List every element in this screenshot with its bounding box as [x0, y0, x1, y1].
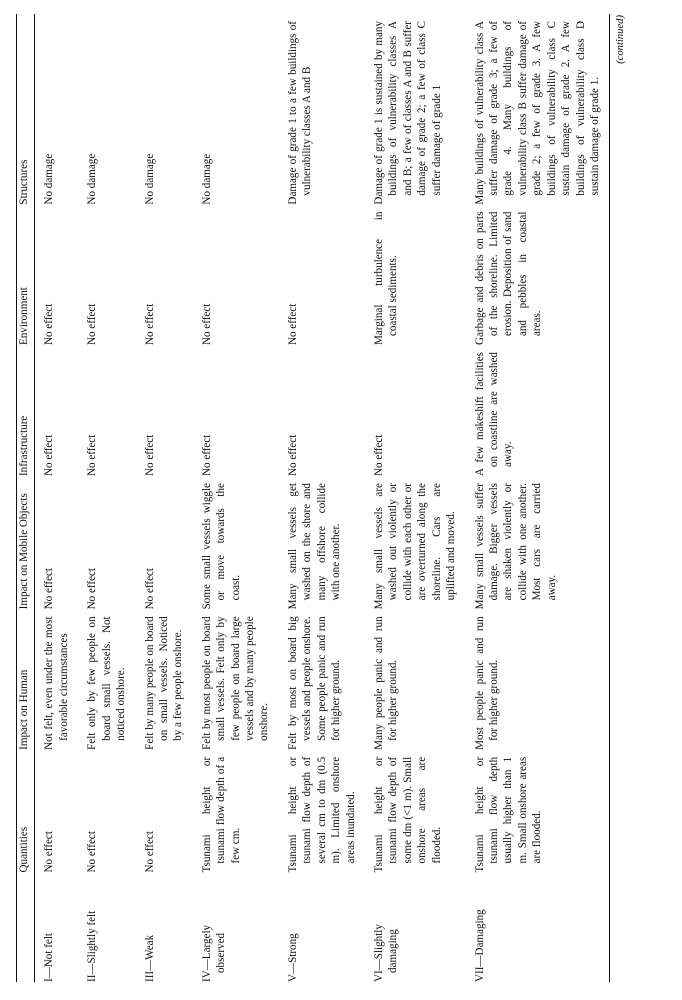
- cell-text: No effect: [286, 434, 299, 477]
- row-label-intensity-5: [279, 872, 365, 982]
- column-header-impact-on-human: Impact on Human: [17, 609, 35, 749]
- row-label-intensity-7: [466, 872, 610, 982]
- cell-quantities: [35, 750, 78, 873]
- cell-text: Tsunami height or tsunami flow depth of several cm to dm (0.5 m). Limited onshore areas inundated.: [286, 756, 357, 873]
- cell-infrastructure: [193, 345, 279, 476]
- cell-structures: [35, 14, 78, 205]
- cell-text: No effect: [86, 567, 99, 610]
- cell-environment: [78, 205, 135, 345]
- cell-text: No effect: [373, 434, 386, 477]
- cell-impact-on-human: [466, 609, 610, 749]
- cell-impact-on-human: [136, 609, 193, 749]
- cell-text: Damage of grade 1 to a few buildings of vulnerability classes A and B: [286, 21, 314, 205]
- continued-note: (continued): [610, 14, 629, 982]
- cell-text: No damage: [143, 153, 156, 205]
- row-label-intensity-2: [78, 872, 135, 982]
- table-row: [279, 14, 365, 982]
- cell-infrastructure: [365, 345, 466, 476]
- cell-text: Many small vessels suffer damage. Bigger vessels are shaken violently or collide with one another. Most cars are carried away.: [473, 483, 558, 610]
- cell-text: No damage: [43, 153, 56, 205]
- cell-text: No effect: [86, 434, 99, 477]
- cell-text: Tsunami height or tsunami flow depth usually higher than 1 m. Small onshore areas are flooded.: [473, 756, 544, 873]
- intensity-level-label: VII—Damaging: [473, 909, 486, 982]
- intensity-level-label: II—Slightly felt: [86, 910, 99, 982]
- cell-text: No effect: [43, 434, 56, 477]
- cell-text: Not felt, even under the most favorable circumstances: [43, 616, 70, 750]
- cell-text: Tsunami height or tsunami flow depth of some dm (<1 m). Small onshore areas are flooded.: [373, 756, 443, 873]
- cell-impact-on-mobile-objects: [365, 476, 466, 609]
- table-row: [365, 14, 466, 982]
- cell-environment: [279, 205, 365, 345]
- table-row: [78, 14, 135, 982]
- cell-text: No effect: [143, 831, 156, 873]
- cell-text: No effect: [43, 567, 56, 610]
- cell-text: No effect: [286, 303, 299, 346]
- cell-structures: [136, 14, 193, 205]
- cell-structures: [365, 14, 466, 205]
- cell-text: No effect: [143, 567, 156, 610]
- cell-text: No damage: [200, 153, 213, 205]
- cell-text: A few makeshift facilities on coastline are washed away.: [473, 352, 515, 477]
- table-row: [193, 14, 279, 982]
- table-row: [466, 14, 610, 982]
- cell-structures: [466, 14, 610, 205]
- table-footer-row: [610, 14, 629, 982]
- cell-text: No damage: [86, 153, 99, 205]
- cell-text: Felt by most people on board small vessels. Felt only by few people on board large vessels and by many people onshore.: [200, 616, 271, 750]
- cell-text: Garbage and debris on parts of the shoreline. Limited erosion. Deposition of sand and pebbles in coastal areas.: [473, 211, 544, 346]
- cell-infrastructure: [35, 345, 78, 476]
- row-label-intensity-6: [365, 872, 466, 982]
- cell-quantities: [365, 750, 466, 873]
- cell-text: Damage of grade 1 is sustained by many buildings of vulnerability classes A and B; a few of classes A and B suffer damage of grade 2; a few of class C suffer damage of grade 1: [373, 21, 443, 205]
- column-header-impact-on-mobile-objects: Impact on Mobile Objects: [17, 476, 35, 609]
- cell-text: Felt only by few people on board small vessels. Not noticed onshore.: [86, 616, 128, 750]
- cell-text: No effect: [200, 303, 213, 346]
- cell-text: Many small vessels are washed out violently or collide with each other or are overturned along the shoreline. Cars are uplifted and moved.: [373, 483, 458, 610]
- cell-infrastructure: [78, 345, 135, 476]
- cell-text: Tsunami height or tsunami flow depth of a few cm.: [200, 756, 242, 873]
- cell-impact-on-mobile-objects: [193, 476, 279, 609]
- cell-structures: [78, 14, 135, 205]
- cell-infrastructure: [279, 345, 365, 476]
- column-header-environment: Environment: [17, 205, 35, 345]
- intensity-level-label: III—Weak: [143, 934, 156, 982]
- cell-infrastructure: [136, 345, 193, 476]
- intensity-level-label-cont: damaging: [387, 929, 400, 973]
- cell-impact-on-human: [365, 609, 466, 749]
- cell-structures: [279, 14, 365, 205]
- cell-text: Felt by many people on board on small vessels. Noticed by a few people onshore.: [143, 616, 185, 750]
- cell-text: Marginal turbulence in coastal sediments.: [373, 211, 400, 346]
- intensity-level-label: I—Not felt: [43, 933, 56, 982]
- cell-environment: [35, 205, 78, 345]
- cell-text: No effect: [200, 434, 213, 477]
- table-body: [35, 14, 610, 982]
- cell-text: Many people panic and run for higher ground.: [373, 616, 400, 750]
- cell-impact-on-human: [35, 609, 78, 749]
- table-header: [17, 14, 35, 982]
- cell-quantities: [78, 750, 135, 873]
- column-header-intensity: [17, 872, 35, 982]
- column-header-quantities: Quantities: [17, 750, 35, 873]
- table-row: [35, 14, 78, 982]
- cell-text: Many small vessels get washed on the shore and many offshore collide with one another.: [286, 483, 343, 610]
- cell-text: Some small vessels wiggle or move towards the coast.: [200, 483, 242, 610]
- cell-text: No effect: [43, 831, 56, 873]
- cell-text: No effect: [143, 303, 156, 346]
- cell-environment: [193, 205, 279, 345]
- cell-impact-on-mobile-objects: [279, 476, 365, 609]
- intensity-level-label-cont: observed: [215, 932, 228, 973]
- row-label-intensity-1: [35, 872, 78, 982]
- cell-text: No effect: [86, 303, 99, 346]
- row-label-intensity-3: [136, 872, 193, 982]
- cell-text: No effect: [143, 434, 156, 477]
- cell-impact-on-mobile-objects: [136, 476, 193, 609]
- cell-environment: [365, 205, 466, 345]
- table-footer: [610, 14, 629, 982]
- cell-text: Felt by most on board big vessels and people onshore. Some people panic and run for higher ground.: [286, 616, 343, 750]
- cell-environment: [466, 205, 610, 345]
- cell-quantities: [466, 750, 610, 873]
- cell-text: Most people panic and run for higher ground.: [473, 616, 500, 750]
- cell-quantities: [279, 750, 365, 873]
- cell-environment: [136, 205, 193, 345]
- cell-infrastructure: [466, 345, 610, 476]
- intensity-level-label: V—Strong: [286, 933, 299, 982]
- table-row: [136, 14, 193, 982]
- row-label-intensity-4: [193, 872, 279, 982]
- cell-text: Many buildings of vulnerability class A suffer damage of grade 3; a few of grade 4. Many buildings of vulnerability class B suffer damage of grade 2; a few of grade 3. A few buildings of vulnerability class C sustain damage of grade 2. A few buildings of vulnerability class D sustain damage of grade 1.: [473, 21, 601, 205]
- table-header-row: [17, 14, 35, 982]
- intensity-level-label: VI—Slightly: [373, 924, 386, 982]
- cell-impact-on-human: [78, 609, 135, 749]
- cell-impact-on-mobile-objects: [466, 476, 610, 609]
- intensity-level-label: IV—Largely: [200, 924, 213, 982]
- tsunami-intensity-scale-table: [16, 14, 629, 982]
- column-header-infrastructure: Infrastructure: [17, 345, 35, 476]
- cell-structures: [193, 14, 279, 205]
- cell-quantities: [193, 750, 279, 873]
- cell-impact-on-human: [193, 609, 279, 749]
- cell-impact-on-mobile-objects: [35, 476, 78, 609]
- cell-quantities: [136, 750, 193, 873]
- cell-text: No effect: [86, 831, 99, 873]
- column-header-structures: Structures: [17, 14, 35, 205]
- cell-impact-on-mobile-objects: [78, 476, 135, 609]
- cell-text: No effect: [43, 303, 56, 346]
- cell-impact-on-human: [279, 609, 365, 749]
